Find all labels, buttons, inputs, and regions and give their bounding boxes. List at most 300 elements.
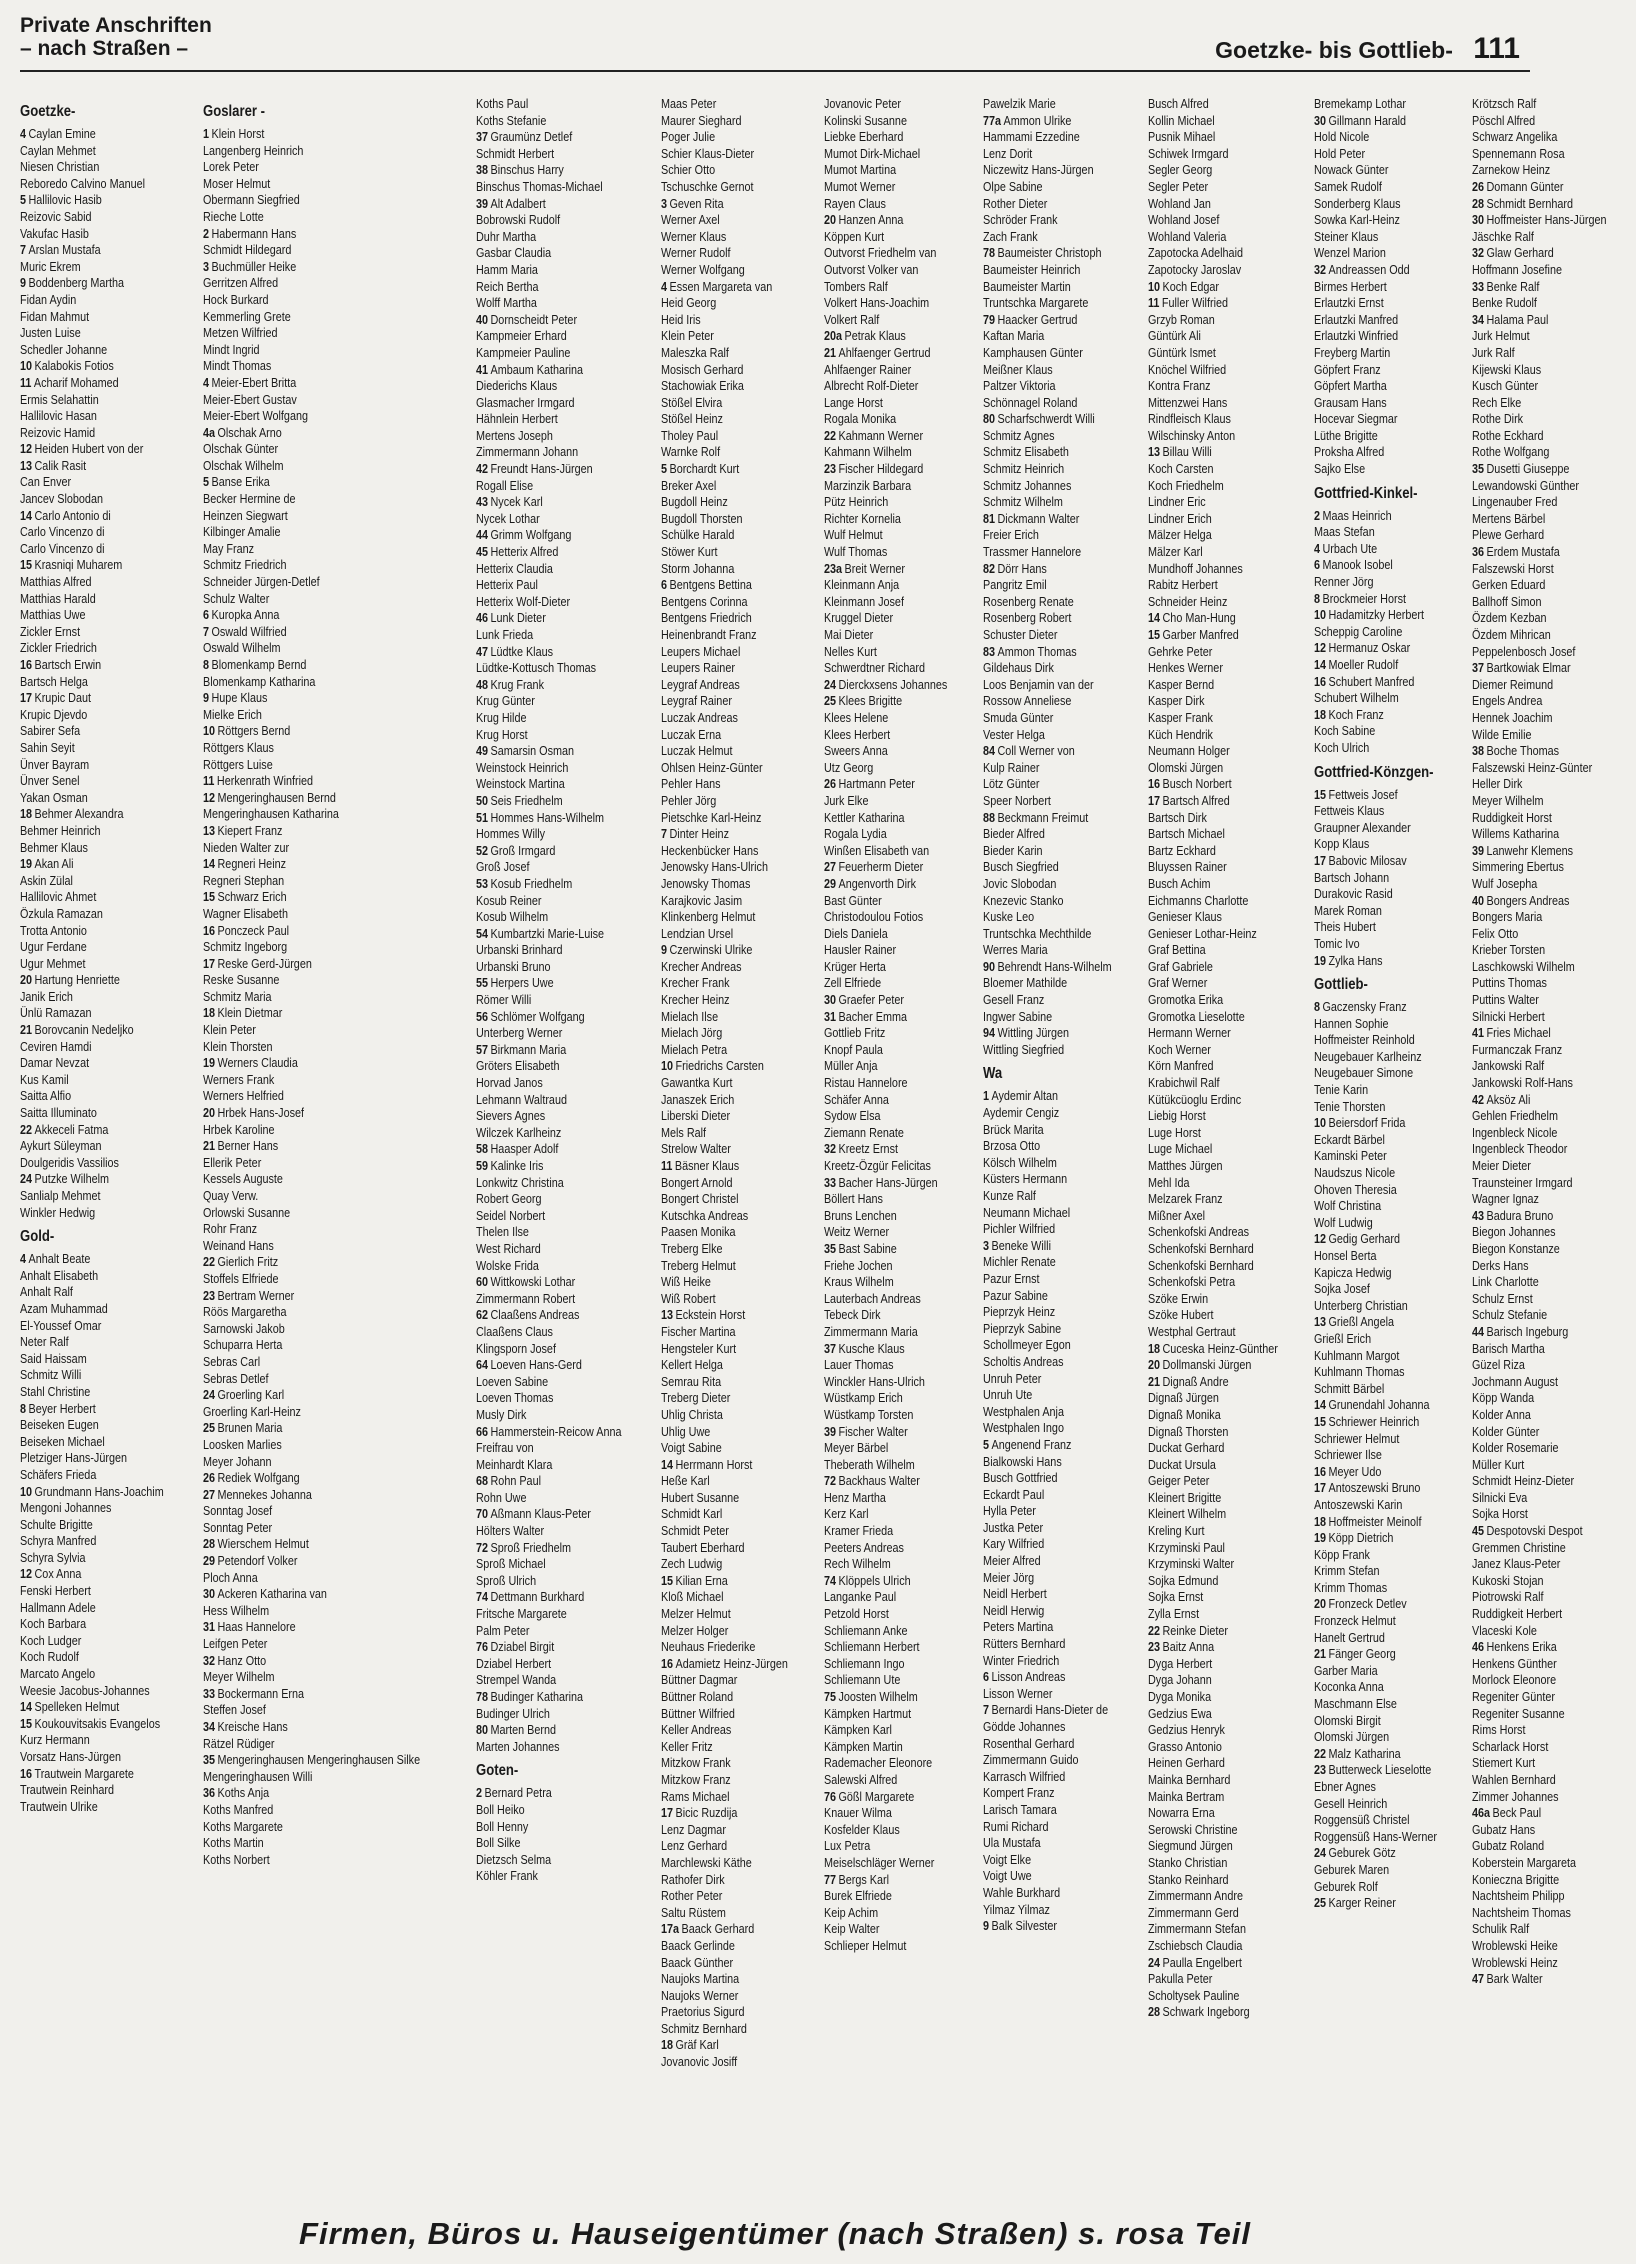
- resident-name: Henkens Günther: [1471, 1655, 1557, 1671]
- resident-name: Boll Henny: [476, 1818, 529, 1834]
- directory-entry: [1472, 1424, 1636, 1441]
- directory-entry: [203, 674, 468, 691]
- entry-list: [1314, 96, 1464, 1912]
- resident-name: Sojka Josef: [1313, 1281, 1370, 1297]
- house-number: 55: [476, 975, 489, 991]
- directory-entry: [476, 876, 654, 893]
- directory-entry: [983, 212, 1140, 229]
- resident-name: Schmidt Hildegard: [203, 242, 292, 258]
- resident-name: Klöppels Ulrich: [838, 1572, 911, 1588]
- house-number: 23: [203, 1287, 216, 1303]
- resident-name: Eckardt Bärbel: [1313, 1131, 1385, 1147]
- resident-name: Kreling Kurt: [1147, 1523, 1205, 1539]
- resident-name: Nieden Walter zur: [203, 839, 290, 855]
- directory-entry: [1314, 312, 1464, 329]
- directory-entry: [661, 362, 816, 379]
- directory-entry: [203, 856, 468, 873]
- directory-entry: [824, 876, 974, 893]
- resident-name: Hocevar Siegmar: [1313, 411, 1398, 427]
- resident-name: Muric Ekrem: [20, 258, 81, 274]
- directory-entry: [20, 1766, 195, 1783]
- directory-entry: [824, 196, 974, 213]
- directory-entry: [983, 378, 1140, 395]
- resident-name: Salewski Alfred: [824, 1771, 898, 1787]
- resident-name: Schülke Harald: [661, 527, 735, 543]
- resident-name: Werner Wolfgang: [661, 261, 746, 277]
- directory-entry: [1314, 607, 1464, 624]
- directory-entry: [1314, 1547, 1464, 1564]
- directory-entry: [661, 677, 816, 694]
- directory-entry: [203, 989, 468, 1006]
- directory-entry: [824, 1490, 974, 1507]
- directory-entry: [1314, 1762, 1464, 1779]
- resident-name: Mundhoff Johannes: [1147, 560, 1243, 576]
- resident-name: Falszewski Horst: [1471, 560, 1554, 576]
- house-number: 66: [476, 1423, 489, 1439]
- directory-entry: [824, 461, 974, 478]
- house-number: 15: [1147, 627, 1160, 642]
- resident-name: Busch Norbert: [1162, 776, 1232, 792]
- resident-name: Koch Sabine: [1313, 723, 1376, 739]
- house-number: 37: [1471, 660, 1484, 676]
- resident-name: Kosfelder Klaus: [824, 1821, 900, 1837]
- directory-entry: [1314, 803, 1464, 820]
- resident-name: Willems Katharina: [1471, 826, 1560, 842]
- directory-entry: [824, 693, 974, 710]
- house-number: 37: [824, 1340, 837, 1356]
- resident-name: Stöwer Kurt: [661, 544, 718, 560]
- resident-name: Zylla Ernst: [1147, 1606, 1199, 1622]
- directory-entry: [476, 312, 654, 329]
- directory-entry: [983, 776, 1140, 793]
- directory-entry: [1148, 1855, 1306, 1872]
- directory-entry: [824, 1872, 974, 1889]
- directory-entry: [1148, 2004, 1306, 2021]
- directory-entry: [1472, 212, 1636, 229]
- directory-entry: [203, 474, 468, 491]
- directory-entry: [983, 1802, 1140, 1819]
- resident-name: Becker Hermine de: [203, 491, 296, 507]
- resident-name: Mielach Jörg: [661, 1025, 723, 1041]
- house-number: 2: [203, 225, 210, 241]
- resident-name: Bartsch Helga: [20, 673, 88, 689]
- resident-name: Haasper Adolf: [490, 1141, 559, 1157]
- house-number: 23: [824, 461, 837, 477]
- directory-entry: [983, 1155, 1140, 1172]
- page-number: 111: [1473, 32, 1520, 65]
- directory-entry: [1472, 162, 1636, 179]
- resident-name: Schriewer Helmut: [1313, 1430, 1400, 1446]
- resident-name: Stachowiak Erika: [661, 378, 745, 394]
- directory-entry: [1314, 624, 1464, 641]
- directory-entry: [983, 909, 1140, 926]
- directory-entry: [1472, 1191, 1636, 1208]
- directory-entry: [983, 1171, 1140, 1188]
- street-heading: Gottfried-Kinkel-: [1313, 484, 1418, 502]
- resident-name: Unterberg Werner: [476, 1025, 563, 1041]
- resident-name: Metzen Wilfried: [203, 325, 278, 341]
- directory-entry: [1472, 1805, 1636, 1822]
- directory-entry: [203, 1852, 468, 1869]
- resident-name: Dollmanski Jürgen: [1162, 1357, 1251, 1373]
- resident-name: Kopp Klaus: [1313, 836, 1370, 852]
- page-range-heading: [1215, 32, 1520, 66]
- directory-entry: [983, 644, 1140, 661]
- directory-entry: [1148, 444, 1306, 461]
- directory-entry: [476, 229, 654, 246]
- directory-entry: [661, 378, 816, 395]
- resident-name: Dignaß Andre: [1162, 1373, 1229, 1389]
- directory-entry: [1314, 1646, 1464, 1663]
- resident-name: Volkert Hans-Joachim: [824, 295, 930, 311]
- house-number: 39: [824, 1423, 837, 1439]
- resident-name: Piotrowski Ralf: [1471, 1589, 1544, 1605]
- directory-entry: [476, 1802, 654, 1819]
- directory-entry: [661, 843, 816, 860]
- resident-name: Kuhlmann Margot: [1313, 1347, 1400, 1363]
- resident-name: Ugur Ferdane: [20, 939, 87, 955]
- resident-name: Fronzeck Detlev: [1328, 1596, 1407, 1612]
- resident-name: Scholtysek Pauline: [1147, 1987, 1239, 2003]
- resident-name: Birmes Herbert: [1313, 278, 1387, 294]
- directory-entry: [476, 1706, 654, 1723]
- directory-entry: [983, 229, 1140, 246]
- directory-entry: [1148, 810, 1306, 827]
- resident-name: Werners Frank: [203, 1071, 275, 1087]
- resident-name: Kahmann Wilhelm: [824, 444, 912, 460]
- resident-name: Treberg Helmut: [661, 1257, 737, 1273]
- directory-entry: [661, 395, 816, 412]
- directory-entry: [476, 96, 654, 113]
- directory-entry: [476, 1075, 654, 1092]
- resident-name: Sojka Ernst: [1147, 1589, 1203, 1605]
- entry-list: [203, 102, 468, 1868]
- directory-entry: [661, 876, 816, 893]
- house-number: 6: [1313, 557, 1320, 573]
- directory-entry: [203, 441, 468, 458]
- resident-name: Kessels Auguste: [203, 1171, 284, 1187]
- resident-name: Hanz Otto: [217, 1652, 267, 1668]
- resident-name: Behmer Heinrich: [20, 822, 101, 838]
- resident-name: Zimmermann Gerd: [1147, 1904, 1239, 1920]
- resident-name: Naujoks Werner: [661, 1987, 739, 2003]
- house-number: 22: [203, 1254, 216, 1270]
- house-number: 43: [476, 494, 489, 510]
- directory-entry: [1472, 627, 1636, 644]
- resident-name: Koch Rudolf: [20, 1649, 79, 1665]
- resident-name: Schulik Ralf: [1471, 1921, 1530, 1937]
- directory-entry: [661, 1556, 816, 1573]
- house-number: 9: [20, 275, 27, 291]
- directory-entry: [983, 1885, 1140, 1902]
- resident-name: Rosenberg Renate: [982, 593, 1074, 609]
- directory-entry: [824, 146, 974, 163]
- directory-entry: [1148, 245, 1306, 262]
- directory-entry: [1148, 876, 1306, 893]
- directory-entry: [476, 395, 654, 412]
- resident-name: Nowarra Erna: [1147, 1805, 1215, 1821]
- resident-name: Silnicki Eva: [1471, 1489, 1528, 1505]
- house-number: 30: [203, 1586, 216, 1602]
- directory-entry: [661, 1175, 816, 1192]
- directory-entry: [476, 1042, 654, 1059]
- directory-entry: [824, 826, 974, 843]
- resident-name: Hammerstein-Reicow Anna: [490, 1423, 622, 1439]
- resident-name: Melzarek Franz: [1147, 1191, 1223, 1207]
- directory-entry: [983, 1852, 1140, 1869]
- directory-entry: [824, 395, 974, 412]
- house-number: 4: [20, 1251, 27, 1267]
- resident-name: Marchlewski Käthe: [661, 1854, 753, 1870]
- resident-name: Kus Kamil: [20, 1071, 69, 1087]
- resident-name: Fettweis Josef: [1328, 786, 1398, 802]
- directory-entry: [203, 806, 468, 823]
- resident-name: Michler Renate: [982, 1254, 1056, 1270]
- house-number: 10: [1147, 278, 1160, 294]
- directory-column: [983, 96, 1140, 2194]
- directory-entry: [1314, 1613, 1464, 1630]
- house-number: 21: [1313, 1646, 1326, 1662]
- house-number: 37: [476, 129, 489, 145]
- resident-name: Wolske Frida: [476, 1257, 539, 1273]
- street-heading: Gottlieb-: [1313, 976, 1368, 994]
- resident-name: Pehler Hans: [661, 776, 721, 792]
- resident-name: Putzke Wilhelm: [34, 1171, 110, 1187]
- directory-entry: [1472, 395, 1636, 412]
- directory-entry: [1314, 1016, 1464, 1033]
- directory-entry: [476, 1274, 654, 1291]
- directory-entry: [1472, 478, 1636, 495]
- resident-name: Krecher Andreas: [661, 958, 743, 974]
- directory-entry: [20, 773, 195, 790]
- directory-entry: [203, 1819, 468, 1836]
- resident-name: Beneke Willi: [991, 1237, 1051, 1253]
- resident-name: Henz Martha: [824, 1489, 887, 1505]
- directory-entry: [20, 259, 195, 276]
- resident-name: Urbanski Brinhard: [476, 942, 563, 958]
- resident-name: Larisch Tamara: [982, 1801, 1057, 1817]
- directory-entry: [1314, 1348, 1464, 1365]
- directory-entry: [661, 428, 816, 445]
- house-number: 32: [1313, 261, 1326, 277]
- directory-entry: [1148, 577, 1306, 594]
- resident-name: Güzel Riza: [1471, 1357, 1525, 1373]
- resident-name: Hartmann Peter: [838, 776, 916, 792]
- directory-entry: [1472, 1042, 1636, 1059]
- directory-entry: [1314, 345, 1464, 362]
- directory-entry: [824, 1589, 974, 1606]
- house-number: 48: [476, 676, 489, 692]
- directory-entry: [824, 1822, 974, 1839]
- directory-entry: [983, 1288, 1140, 1305]
- resident-name: Röttgers Klaus: [203, 739, 275, 755]
- directory-entry: [824, 1739, 974, 1756]
- resident-name: Wagner Ignaz: [1471, 1191, 1539, 1207]
- resident-name: Meier Alfred: [982, 1553, 1041, 1569]
- resident-name: Reich Bertha: [476, 278, 539, 294]
- resident-name: Petrak Klaus: [844, 328, 907, 344]
- resident-name: Wroblewski Heinz: [1471, 1954, 1558, 1970]
- resident-name: Mainka Bertram: [1147, 1788, 1224, 1804]
- directory-entry: [1148, 345, 1306, 362]
- resident-name: Akan Ali: [34, 856, 74, 872]
- house-number: 1: [203, 126, 210, 141]
- directory-entry: [661, 245, 816, 262]
- directory-entry: [983, 826, 1140, 843]
- directory-entry: [1148, 229, 1306, 246]
- directory-entry: [824, 1058, 974, 1075]
- directory-entry: [1472, 1175, 1636, 1192]
- directory-entry: [983, 810, 1140, 827]
- directory-entry: [1472, 1606, 1636, 1623]
- resident-name: Thelen Ilse: [476, 1224, 529, 1240]
- resident-name: Winkler Hedwig: [20, 1204, 96, 1220]
- resident-name: Beck Paul: [1492, 1805, 1542, 1821]
- resident-name: Ceviren Hamdi: [20, 1038, 92, 1054]
- resident-name: Furmanczak Franz: [1471, 1041, 1563, 1057]
- resident-name: Koths Margarete: [203, 1818, 284, 1834]
- resident-name: Moeller Rudolf: [1328, 657, 1399, 672]
- directory-entry: [1148, 1672, 1306, 1689]
- directory-entry: [983, 1570, 1140, 1587]
- resident-name: Trassmer Hannelore: [982, 544, 1081, 560]
- directory-entry: [1472, 129, 1636, 146]
- resident-name: Brockmeier Horst: [1322, 590, 1406, 606]
- house-number: 8: [203, 657, 210, 672]
- resident-name: Groß Josef: [476, 859, 530, 875]
- house-number: 10: [1313, 607, 1326, 623]
- directory-entry: [203, 1536, 468, 1553]
- directory-entry: [983, 478, 1140, 495]
- resident-name: Dornscheidt Peter: [490, 311, 578, 327]
- resident-name: Garber Manfred: [1162, 627, 1239, 642]
- resident-name: Nycek Lothar: [476, 510, 540, 526]
- directory-entry: [1314, 196, 1464, 213]
- house-number: 16: [1313, 673, 1326, 689]
- directory-entry: [1472, 1789, 1636, 1806]
- resident-name: Mainka Bernhard: [1147, 1771, 1230, 1787]
- house-number: 20: [824, 212, 837, 228]
- resident-name: Pangritz Emil: [982, 577, 1047, 593]
- directory-entry: [1472, 1955, 1636, 1972]
- directory-entry: [1314, 591, 1464, 608]
- directory-entry: [476, 1291, 654, 1308]
- resident-name: Heinen Gerhard: [1147, 1755, 1225, 1771]
- resident-name: Pehler Jörg: [661, 792, 717, 808]
- resident-name: Kaminski Peter: [1313, 1148, 1387, 1164]
- house-number: 20a: [824, 328, 843, 344]
- resident-name: Meyer Johann: [203, 1453, 272, 1469]
- resident-name: Reinke Dieter: [1162, 1622, 1228, 1638]
- directory-entry: [1314, 1099, 1464, 1116]
- resident-name: Albrecht Rolf-Dieter: [824, 378, 919, 394]
- resident-name: Essen Margareta van: [669, 278, 773, 294]
- directory-entry: [203, 1371, 468, 1388]
- resident-name: Janaszek Erich: [661, 1091, 735, 1107]
- directory-entry: [20, 923, 195, 940]
- resident-name: Bentgens Bettina: [669, 577, 753, 593]
- resident-name: Kruggel Dieter: [824, 610, 894, 626]
- directory-entry: [1148, 96, 1306, 113]
- resident-name: Schriewer Heinrich: [1328, 1413, 1420, 1429]
- house-number: 36: [203, 1785, 216, 1801]
- resident-name: Loeven Hans-Gerd: [490, 1357, 582, 1373]
- directory-entry: [983, 1321, 1140, 1338]
- directory-entry: [203, 1603, 468, 1620]
- directory-entry: [203, 541, 468, 558]
- directory-entry: [1148, 1838, 1306, 1855]
- resident-name: Hannen Sophie: [1313, 1015, 1389, 1031]
- resident-name: Malz Katharina: [1328, 1745, 1401, 1761]
- directory-entry: [1472, 1689, 1636, 1706]
- directory-entry: [1148, 1971, 1306, 1988]
- resident-name: Geburek Rolf: [1313, 1878, 1378, 1894]
- resident-name: Maas Peter: [661, 96, 717, 111]
- resident-name: Trautwein Margarete: [34, 1765, 134, 1781]
- resident-name: Link Charlotte: [1471, 1274, 1539, 1290]
- directory-entry: [1314, 1198, 1464, 1215]
- directory-entry: [983, 760, 1140, 777]
- house-number: 21: [1147, 1373, 1160, 1389]
- resident-name: Urbanski Bruno: [476, 958, 551, 974]
- directory-entry: [824, 362, 974, 379]
- house-number: 24: [1147, 1954, 1160, 1970]
- directory-entry: [1148, 1789, 1306, 1806]
- resident-name: Sonntag Josef: [203, 1503, 273, 1519]
- directory-entry: [203, 1785, 468, 1802]
- resident-name: Azam Muhammad: [20, 1300, 108, 1316]
- directory-entry: [1148, 461, 1306, 478]
- resident-name: Kasper Frank: [1147, 709, 1213, 725]
- directory-entry: [824, 345, 974, 362]
- resident-name: Hermann Werner: [1147, 1025, 1231, 1041]
- resident-name: Koch Werner: [1147, 1041, 1211, 1057]
- directory-entry: [203, 1155, 468, 1172]
- resident-name: Anhalt Beate: [28, 1251, 91, 1267]
- house-number: 76: [824, 1788, 837, 1804]
- directory-entry: [983, 179, 1140, 196]
- resident-name: Henkes Werner: [1147, 660, 1223, 676]
- house-number: 16: [661, 1655, 674, 1671]
- resident-name: Köppen Kurt: [824, 228, 885, 244]
- directory-entry: [1148, 511, 1306, 528]
- resident-name: Ponczeck Paul: [217, 922, 290, 938]
- directory-entry: [476, 478, 654, 495]
- resident-name: Gierlich Fritz: [217, 1254, 279, 1270]
- house-number: 16: [20, 657, 33, 672]
- directory-entry: [203, 591, 468, 608]
- directory-entry: [1148, 1009, 1306, 1026]
- resident-name: Kämpken Karl: [824, 1722, 893, 1738]
- directory-entry: [1148, 975, 1306, 992]
- directory-entry: [983, 444, 1140, 461]
- resident-name: Sproß Michael: [476, 1556, 546, 1572]
- resident-name: Theis Hubert: [1313, 919, 1376, 935]
- resident-name: Gildehaus Dirk: [982, 660, 1054, 676]
- directory-entry: [20, 1384, 195, 1401]
- resident-name: Schuster Dieter: [982, 627, 1058, 642]
- resident-name: Groerling Karl-Heinz: [203, 1403, 302, 1419]
- resident-name: Szöke Erwin: [1147, 1290, 1208, 1306]
- house-number: 30: [1471, 212, 1484, 228]
- house-number: 5: [661, 461, 668, 477]
- resident-name: Mertens Joseph: [476, 427, 553, 443]
- directory-entry: [476, 295, 654, 312]
- directory-entry: [1472, 926, 1636, 943]
- resident-name: Siegmund Jürgen: [1147, 1838, 1233, 1854]
- resident-name: Lenz Gerhard: [661, 1838, 728, 1854]
- resident-name: Voigt Uwe: [982, 1868, 1032, 1884]
